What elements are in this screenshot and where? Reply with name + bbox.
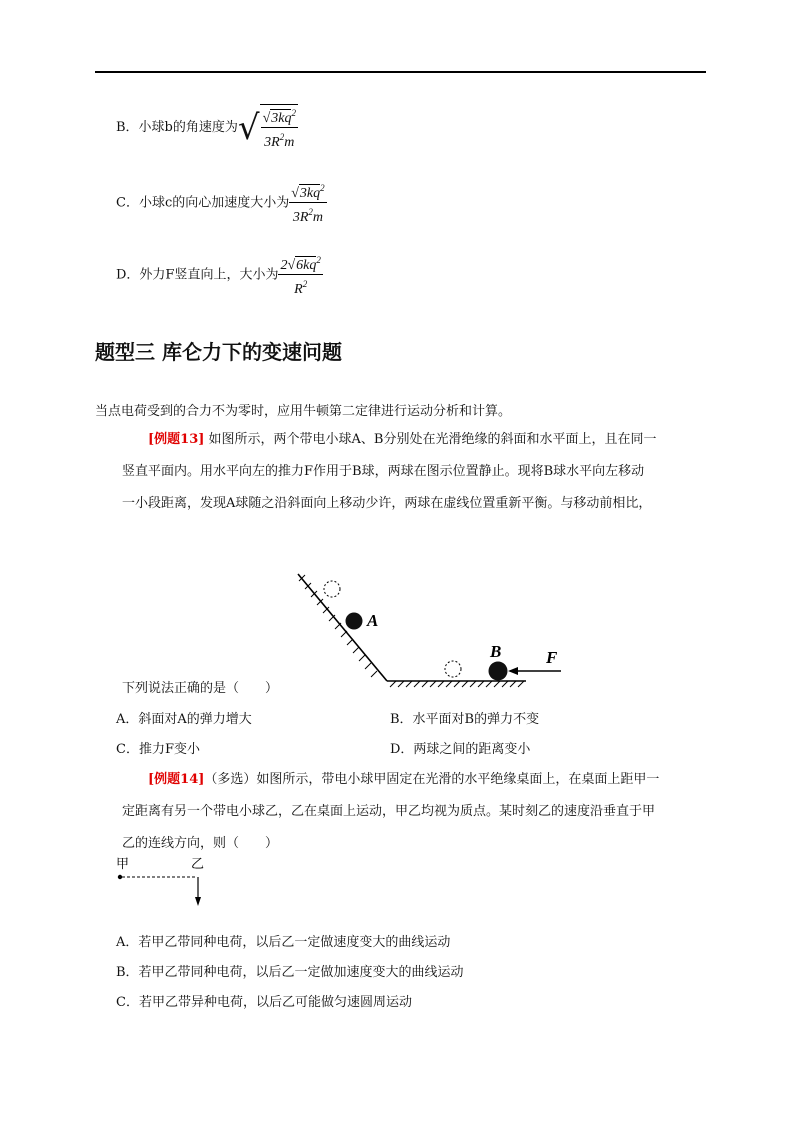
example14-line3: 乙的连线方向，则（ ） (122, 836, 279, 851)
den-exponent: 2 (302, 279, 308, 289)
ball-b-dashed (445, 661, 461, 677)
label-b: B (490, 642, 502, 661)
incline-figure (290, 565, 580, 693)
ball-a (346, 613, 363, 630)
point-jia (118, 875, 122, 879)
num-exponent: 2 (316, 255, 321, 265)
example13-option-c: C．推力F变小 (116, 742, 200, 757)
velocity-arrow-head (195, 897, 201, 906)
option-b-top (116, 104, 298, 152)
option-d-top (116, 252, 323, 299)
example14-tag: [例题14] (148, 772, 205, 787)
option-c-formula: $\frac{√3kq^2}{3R^2m}$ (289, 180, 326, 227)
example14-option-a: A．若甲乙带同种电荷，以后乙一定做速度变大的曲线运动 (116, 935, 451, 950)
option-d-formula: $\frac{2√6kq^2}{R^2}$ (278, 252, 322, 299)
example13-line1-text: 如图所示，两个带电小球A、B分别处在光滑绝缘的斜面和水平面上，且在同一 (204, 432, 657, 447)
label-f: F (546, 648, 558, 667)
example14-line2: 定距离有另一个带电小球乙，乙在桌面上运动，甲乙均视为质点。某时刻乙的速度沿垂直于甲 (122, 804, 656, 819)
example13-line4: 下列说法正确的是（ ） (122, 681, 279, 696)
denominator: 3R (264, 135, 280, 150)
option-d-text: D．外力F竖直向上，大小为 (116, 267, 279, 283)
example13-line2: 竖直平面内。用水平向左的推力F作用于B球，两球在图示位置静止。现将B球水平向左移动 (122, 464, 645, 479)
example13-tag: [例题13] (148, 432, 205, 447)
numerator: 3kq (271, 111, 292, 126)
option-b-formula: $\frac{√3kq^2}{3R^2m}$ (260, 104, 298, 152)
den-tail: m (312, 210, 324, 225)
denominator: 3R (292, 210, 309, 225)
jia-yi-figure (110, 853, 220, 909)
example13-line3: 一小段距离，发现A球随之沿斜面向上移动少许，两球在虚线位置重新平衡。与移动前相比， (122, 496, 652, 511)
example13-option-d: D．两球之间的距离变小 (390, 742, 531, 757)
den-tail: m (284, 135, 295, 150)
example13-option-b: B．水平面对B的弹力不变 (390, 712, 540, 727)
floor-hatching (390, 681, 524, 687)
label-jia: 甲 (116, 857, 130, 872)
den-exponent: 2 (308, 207, 313, 217)
den-exponent: 2 (279, 132, 285, 142)
section-title: 题型三 库仑力下的变速问题 (95, 340, 342, 364)
example13-option-a: A．斜面对A的弹力增大 (116, 712, 252, 727)
force-arrow-head (508, 667, 518, 675)
label-a: A (367, 611, 379, 630)
option-c-text: C．小球c的向心加速度大小为 (116, 195, 290, 211)
num-exponent: 2 (320, 183, 325, 193)
example14-option-c: C．若甲乙带异种电荷，以后乙可能做匀速圆周运动 (116, 995, 412, 1010)
label-yi: 乙 (191, 857, 205, 872)
header-rule (95, 71, 706, 73)
example13-line1 (148, 428, 656, 447)
numerator: 3kq (299, 186, 321, 201)
ball-b (489, 662, 508, 681)
option-b-text: B．小球b的角速度为 (116, 120, 238, 135)
num-coefficient: 2 (280, 258, 288, 273)
option-c-top (116, 180, 327, 227)
numerator: 6kq (296, 258, 317, 273)
example14-line1-text: （多选）如图所示，带电小球甲固定在光滑的水平绝缘桌面上，在桌面上距甲一 (204, 772, 660, 787)
num-exponent: 2 (291, 108, 296, 118)
denominator: R (294, 282, 303, 297)
example14-option-b: B．若甲乙带同种电荷，以后乙一定做加速度变大的曲线运动 (116, 965, 464, 980)
sqrt-sign: √ (237, 108, 260, 148)
section-intro: 当点电荷受到的合力不为零时，应用牛顿第二定律进行运动分析和计算。 (95, 404, 512, 419)
ball-a-dashed (324, 581, 340, 597)
example14-line1 (148, 768, 659, 787)
